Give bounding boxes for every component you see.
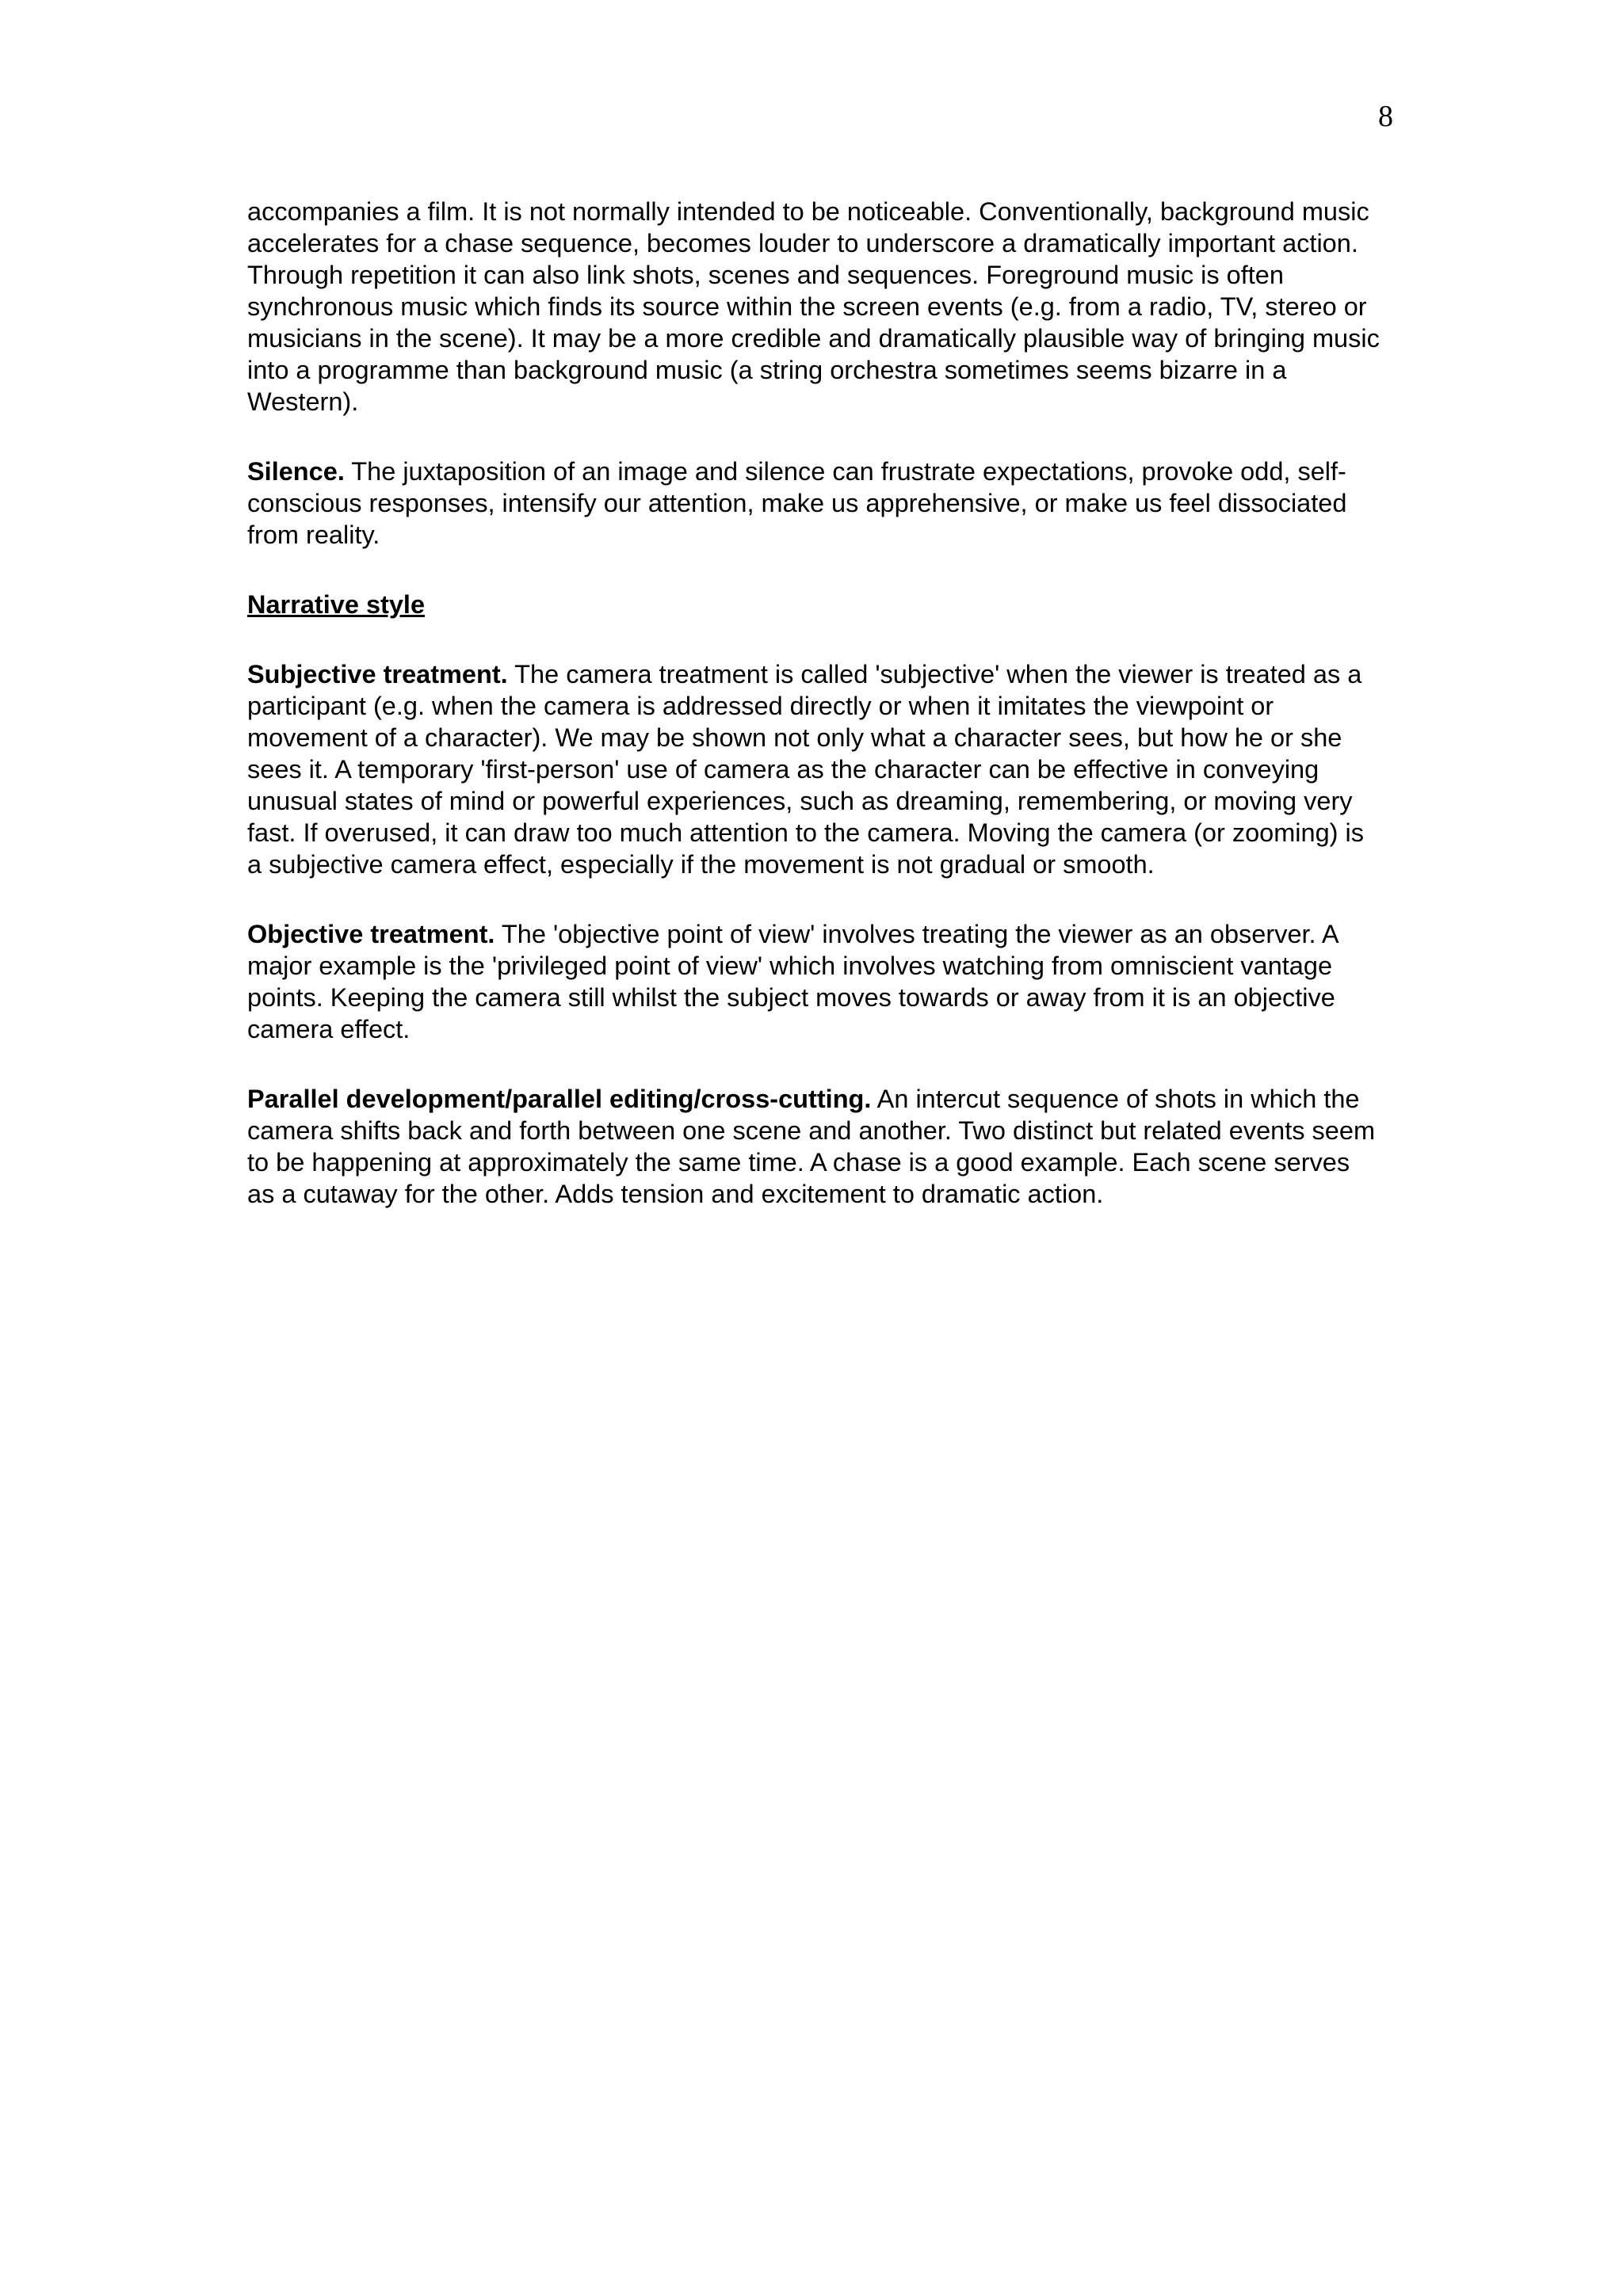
- page-number: 8: [1378, 100, 1393, 133]
- section-heading-narrative-style: Narrative style: [247, 590, 426, 619]
- paragraph-lead: Silence.: [247, 457, 345, 486]
- paragraph-lead: Subjective treatment.: [247, 660, 508, 688]
- paragraph-text: An intercut sequence of shots in which the camera shifts back and forth between one scene and another. Two distinct but related events seem to be happening at approximately the same time. A chase is a good example. Each scene serves as a cutaway for the other. Adds tension and excitement to dramatic action.: [247, 1085, 1376, 1208]
- paragraph-objective-treatment: [247, 918, 1381, 1045]
- paragraph-subjective-treatment: [247, 658, 1381, 880]
- paragraph-background-music: [247, 196, 1381, 418]
- paragraph-text: The camera treatment is called 'subjective' when the viewer is treated as a participant (e.g. when the camera is addressed directly or when it imitates the viewpoint or movement of a character). We may be shown not only what a character sees, but how he or she sees it. A temporary 'first-person' use of camera as the character can be effective in conveying unusual states of mind or powerful experiences, such as dreaming, remembering, or moving very fast. If overused, it can draw too much attention to the camera. Moving the camera (or zooming) is a subjective camera effect, especially if the movement is not gradual or smooth.: [247, 660, 1364, 879]
- paragraph-parallel-development: [247, 1083, 1381, 1210]
- paragraph-silence: [247, 456, 1381, 551]
- paragraph-text: The juxtaposition of an image and silence can frustrate expectations, provoke odd, self-conscious responses, intensify our attention, make us apprehensive, or make us feel dissociated from reality.: [247, 457, 1347, 549]
- page-content: [247, 196, 1381, 1248]
- paragraph-text: accompanies a film. It is not normally intended to be noticeable. Conventionally, background music accelerates for a chase sequence, becomes louder to underscore a dramatically important action. Through repetition it can also link shots, scenes and sequences. Foreground music is often synchronous music which finds its source within the screen events (e.g. from a radio, TV, stereo or musicians in the scene). It may be a more credible and dramatically plausible way of bringing music into a programme than background music (a string orchestra sometimes seems bizarre in a Western).: [247, 197, 1380, 416]
- paragraph-lead: Objective treatment.: [247, 920, 495, 948]
- paragraph-lead: Parallel development/parallel editing/cross-cutting.: [247, 1085, 872, 1113]
- paragraph-text: The 'objective point of view' involves treating the viewer as an observer. A major example is the 'privileged point of view' which involves watching from omniscient vantage points. Keeping the camera still whilst the subject moves towards or away from it is an objective camera effect.: [247, 920, 1338, 1043]
